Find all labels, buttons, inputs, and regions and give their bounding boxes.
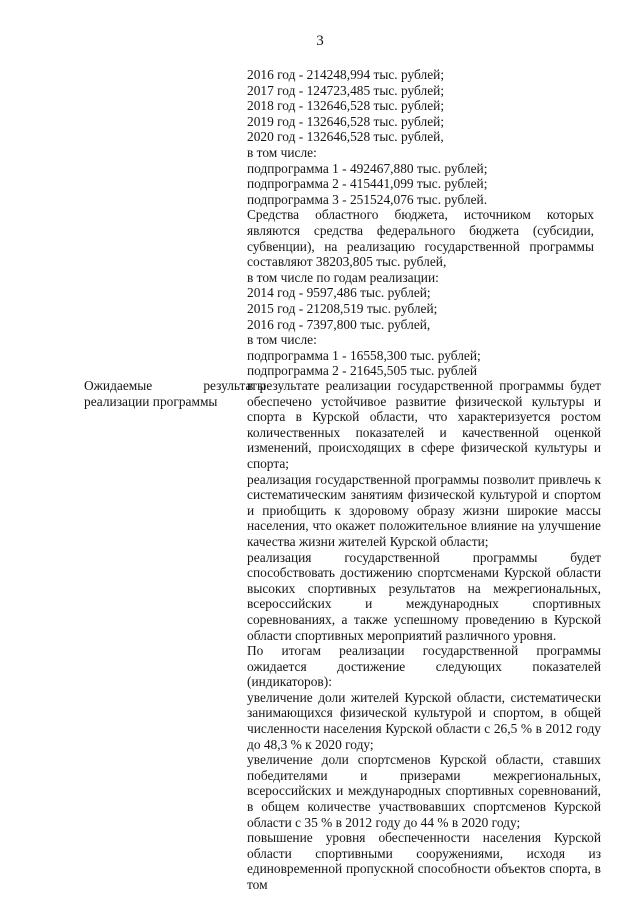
funding-year-2018: 2018 год - 132646,528 тыс. рублей; (247, 98, 445, 114)
results-paragraph-development: в результате реализации государственной программы будет обеспечено устойчивое развитие физической культуры и спорта в Курской области, что характеризуется ростом количественных показателей и качественной оценкой изменений, происходящих в сфере физической культуры и спорта; (247, 378, 601, 471)
indicator-residents-share: увеличение доли жителей Курской области, систематически занимающихся физической культурой и спортом, в общей численности населения Курской области с 26,5 % в 2012 году до 48,3 % к 2020 году; (247, 689, 601, 752)
federal-funds-paragraph: Средства областного бюджета, источником которых являются средства федерального бюджета (субсидии, субвенции), на реализацию государственной программы составляют 38203,805 тыс. рублей, (247, 207, 594, 270)
by-years-label: в том числе по годам реализации: (247, 269, 439, 285)
funding-year-2020: 2020 год - 132646,528 тыс. рублей, (247, 129, 444, 145)
funding-year-2016: 2016 год - 214248,994 тыс. рублей; (247, 67, 445, 82)
funding-subprogram-1: подпрограмма 1 - 492467,880 тыс. рублей; (247, 160, 488, 176)
including-label: в том числе: (247, 144, 317, 160)
expected-results-label: Ожидаемые результаты реализации программы (84, 378, 266, 409)
funding-subprogram-3: подпрограмма 3 - 251524,076 тыс. рублей. (247, 191, 488, 207)
results-paragraph-achievements: реализация государственной программы будет способствовать достижению спортсменами Курской области высоких спортивных результатов на межрегиональных, всероссийских и международных спортивных соревнованиях, а также успешному проведению в Курской области спортивных мероприятий различного уровня. (247, 549, 601, 643)
federal-year-2016: 2016 год - 7397,800 тыс. рублей, (247, 316, 431, 332)
results-paragraph-indicators-intro: По итогам реализации государственной программы ожидается достижение следующих показателей (индикаторов): (247, 643, 601, 690)
federal-year-2015: 2015 год - 21208,519 тыс. рублей; (247, 300, 438, 316)
indicator-facilities-coverage: повышение уровня обеспеченности населения Курской области спортивными сооружениями, исходя из единовременной пропускной способности объектов спорта, в том (247, 830, 601, 892)
expected-results-section (247, 378, 601, 893)
indicator-athletes-share: увеличение доли спортсменов Курской области, ставших победителями и призерами межрегиональных, всероссийских и международных спортивных соревнований, в общем количестве участвовавших спортсменов Курской области с 35 % в 2012 году до 44 % в 2020 году; (247, 752, 601, 830)
federal-year-2014: 2014 год - 9597,486 тыс. рублей; (247, 285, 431, 301)
federal-subprogram-1: подпрограмма 1 - 16558,300 тыс. рублей; (247, 347, 481, 363)
funding-section (247, 67, 594, 379)
federal-subprogram-2: подпрограмма 2 - 21645,505 тыс. рублей (247, 363, 478, 379)
funding-year-2017: 2017 год - 124723,485 тыс. рублей; (247, 82, 445, 98)
including-label-2: в том числе: (247, 332, 317, 348)
funding-subprogram-2: подпрограмма 2 - 415441,099 тыс. рублей; (247, 176, 488, 192)
funding-year-2019: 2019 год - 132646,528 тыс. рублей; (247, 113, 445, 129)
page-number: 3 (316, 33, 324, 49)
results-paragraph-engagement: реализация государственной программы позволит привлечь к систематическим занятиям физической культурой и спортом и приобщить к здоровому образу жизни широкие массы населения, что окажет положительное влияние на улучшение качества жизни жителей Курской области; (247, 471, 601, 549)
